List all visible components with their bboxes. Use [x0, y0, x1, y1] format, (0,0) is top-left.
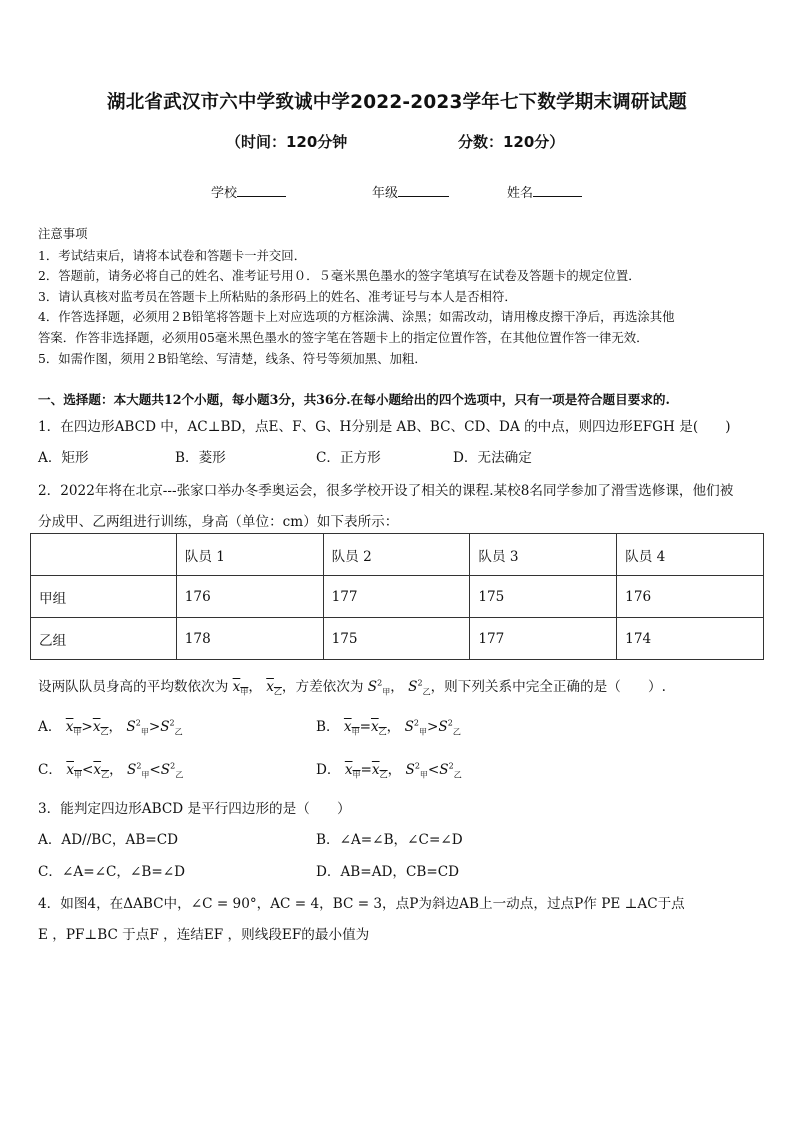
table-cell: 队员 1: [176, 534, 323, 576]
q2-option-c: C． $x_甲<x_乙$， $S^2_甲<S^2_乙$: [38, 761, 184, 780]
table-cell: 队员 4: [617, 534, 764, 576]
q2-stem-line1: 2．2022年将在北京---张家口举办冬季奥运会，很多学校开设了相关的课程.某校8名同学参加了滑雪选修课，他们被: [38, 483, 734, 499]
var-jia: $S^2_甲$: [367, 678, 391, 697]
name-field: [507, 182, 582, 201]
q2-option-d: D． $x_甲=x_乙$， $S^2_甲<S^2_乙$: [316, 761, 462, 780]
mean-yi: $x_乙$: [266, 679, 282, 697]
grade-field: [372, 182, 449, 201]
q3-stem: 3．能判定四边形ABCD 是平行四边形的是（ ）: [38, 801, 351, 817]
q3-option-b: B．∠A=∠B，∠C=∠D: [316, 832, 463, 848]
var-yi: $S^2_乙$: [408, 678, 431, 697]
q1-option-a: A．矩形: [38, 450, 89, 466]
exam-time: （时间：120分钟: [226, 133, 348, 151]
table-cell: 队员 2: [323, 534, 470, 576]
mean-jia: $x_甲$: [232, 679, 249, 697]
q1-option-d: D．无法确定: [453, 450, 532, 466]
q4-stem-line2: E ，PF⊥BC 于点F ，连结EF ，则线段EF的最小值为: [38, 927, 370, 943]
table-cell: 176: [176, 576, 323, 618]
exam-title: 湖北省武汉市六中学致诚中学2022-2023学年七下数学期末调研试题: [107, 92, 687, 113]
note-item: 3．请认真核对监考员在答题卡上所粘贴的条形码上的姓名、准考证号与本人是否相符．: [38, 289, 517, 304]
note-item: 1．考试结束后，请将本试卷和答题卡一并交回．: [38, 248, 307, 263]
table-header-row: [31, 534, 764, 576]
section-heading: 一、选择题：本大题共12个小题，每小题3分，共36分.在每小题给出的四个选项中，只有一项是符合题目要求的.: [38, 392, 670, 407]
q2-option-a: A． $x_甲>x_乙$， $S^2_甲>S^2_乙$: [38, 718, 183, 737]
school-blank[interactable]: [237, 184, 286, 197]
table-cell: 178: [176, 618, 323, 660]
table-row: [31, 618, 764, 660]
table-cell: 177: [323, 576, 470, 618]
q1-stem: 1．在四边形ABCD 中，AC⊥BD，点E、F、G、H分别是 AB、BC、CD、DA 的中点，则四边形EFGH 是( ): [38, 419, 731, 435]
grade-label: 年级: [372, 186, 399, 201]
table-cell: 甲组: [31, 576, 177, 618]
q3-option-d: D．AB=AD，CB=CD: [316, 864, 460, 880]
q4-stem-line1: 4．如图4，在ΔABC中，∠C = 90°，AC = 4，BC = 3，点P为斜边AB上一动点，过点P作 PE ⊥AC于点: [38, 896, 685, 912]
school-label: 学校: [211, 186, 238, 201]
height-table: [30, 533, 764, 660]
notes-heading: 注意事项: [38, 226, 88, 241]
q2-option-b: B． $x_甲=x_乙$， $S^2_甲>S^2_乙$: [316, 718, 461, 737]
table-cell: 176: [617, 576, 764, 618]
q1-option-b: B．菱形: [175, 450, 226, 466]
q2-question: 设两队队员身高的平均数依次为 $x_甲$， $x_乙$，方差依次为 $S^2_甲$， $S^2_乙$，则下列关系中完全正确的是（ ）.: [38, 678, 666, 697]
school-field: [211, 182, 286, 201]
q2-stem-line2: 分成甲、乙两组进行训练，身高（单位：cm）如下表所示：: [38, 514, 399, 530]
note-item: 答案．作答非选择题，必须用05毫米黑色墨水的签字笔在答题卡上的指定位置作答，在其他位置作答一律无效．: [38, 330, 649, 345]
note-item: 2．答题前，请务必将自己的姓名、准考证号用０．５毫米黑色墨水的签字笔填写在试卷及答题卡的规定位置．: [38, 268, 641, 283]
q2-text-b: ，方差依次为: [281, 679, 364, 695]
q3-option-c: C．∠A=∠C，∠B=∠D: [38, 864, 186, 880]
note-item: 4．作答选择题，必须用２B铅笔将答题卡上对应选项的方框涂满、涂黑；如需改动，请用橡皮擦干净后，再选涂其他: [38, 309, 675, 324]
q2-text-c: ，则下列关系中完全正确的是（ ）.: [430, 679, 666, 695]
table-cell: 队员 3: [470, 534, 617, 576]
table-cell: 174: [617, 618, 764, 660]
q1-option-c: C．正方形: [316, 450, 381, 466]
note-item: 5．如需作图，须用２B铅笔绘、写清楚，线条、符号等须加黑、加粗．: [38, 351, 427, 366]
table-cell: 乙组: [31, 618, 177, 660]
table-row: [31, 576, 764, 618]
table-cell: 175: [470, 576, 617, 618]
name-blank[interactable]: [533, 184, 582, 197]
q3-option-a: A．AD//BC，AB=CD: [38, 832, 179, 848]
q2-text-a: 设两队队员身高的平均数依次为: [38, 679, 229, 695]
name-label: 姓名: [507, 186, 534, 201]
exam-score: 分数：120分）: [458, 133, 565, 151]
table-cell: [31, 534, 177, 576]
table-cell: 175: [323, 618, 470, 660]
grade-blank[interactable]: [398, 184, 449, 197]
table-cell: 177: [470, 618, 617, 660]
